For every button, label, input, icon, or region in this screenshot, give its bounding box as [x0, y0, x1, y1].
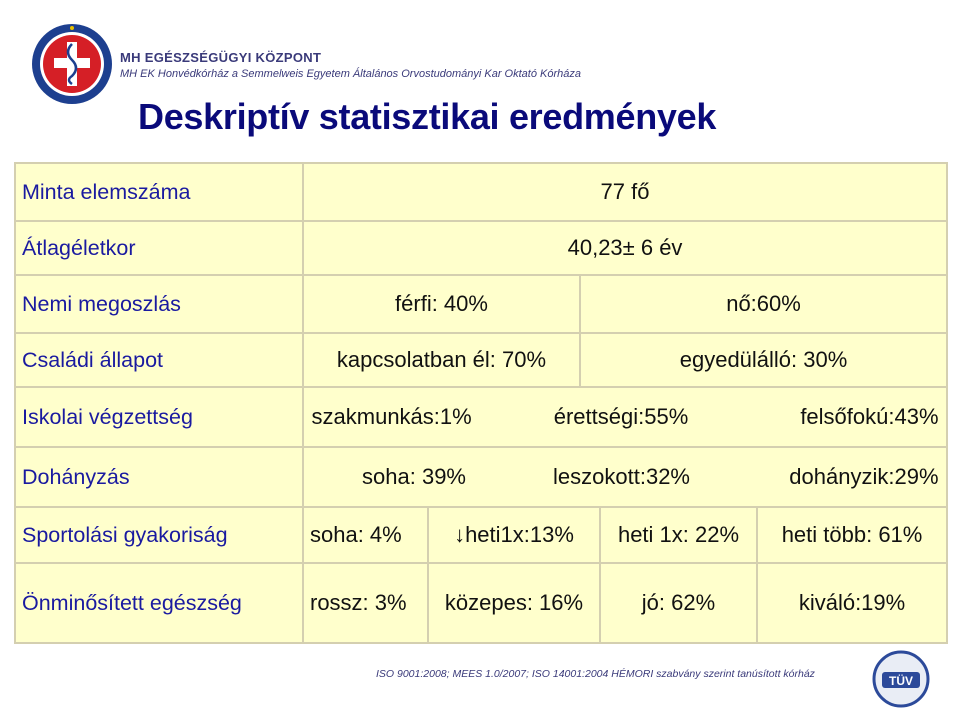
- health-good: jó: 62%: [600, 563, 757, 643]
- table-row-gender: [15, 275, 947, 333]
- row-label: Átlagéletkor: [15, 221, 303, 275]
- education-values: [303, 387, 947, 447]
- smoking-values: [303, 447, 947, 507]
- slide-title: Deskriptív statisztikai eredmények: [138, 96, 717, 137]
- table-row-marital-status: [15, 333, 947, 387]
- table-row-education: [15, 387, 947, 447]
- education-secondary: érettségi:55%: [553, 404, 689, 429]
- row-label: Minta elemszáma: [15, 163, 303, 221]
- table-row-self-rated-health: [15, 563, 947, 643]
- organization-name: MH EGÉSZSÉGÜGYI KÖZPONT: [120, 50, 322, 65]
- gender-female: nő:60%: [580, 275, 947, 333]
- marital-relationship: kapcsolatban él: 70%: [303, 333, 580, 387]
- mean-age-value: 40,23± 6 év: [303, 221, 947, 275]
- education-higher: felsőfokú:43%: [800, 404, 939, 429]
- health-poor: rossz: 3%: [303, 563, 428, 643]
- table-row-smoking: [15, 447, 947, 507]
- table-row-sample-size: [15, 163, 947, 221]
- table-row-mean-age: [15, 221, 947, 275]
- hospital-logo: [30, 22, 114, 106]
- health-excellent: kiváló:19%: [757, 563, 947, 643]
- row-label: Családi állapot: [15, 333, 303, 387]
- certification-footer: ISO 9001:2008; MEES 1.0/2007; ISO 14001:2004 HÉMORI szabvány szerint tanúsított kórház: [376, 668, 815, 680]
- smoking-quit: leszokott:32%: [553, 464, 690, 489]
- smoking-never: soha: 39%: [362, 464, 466, 489]
- sport-weekly-more: heti több: 61%: [757, 507, 947, 563]
- gender-male: férfi: 40%: [303, 275, 580, 333]
- row-label: Nemi megoszlás: [15, 275, 303, 333]
- sport-never: soha: 4%: [303, 507, 428, 563]
- row-label: Sportolási gyakoriság: [15, 507, 303, 563]
- row-label: Önminősített egészség: [15, 563, 303, 643]
- organization-subtitle: MH EK Honvédkórház a Semmelweis Egyetem Általános Orvostudományi Kar Oktató Kórháza: [120, 68, 581, 80]
- smoking-smokes: dohányzik:29%: [789, 464, 939, 489]
- education-vocational: szakmunkás:1%: [311, 404, 472, 429]
- table-row-sport: [15, 507, 947, 563]
- descriptive-stats-table: [14, 162, 948, 644]
- marital-single: egyedülálló: 30%: [580, 333, 947, 387]
- badge-text: TÜV: [889, 674, 913, 688]
- health-average: közepes: 16%: [428, 563, 600, 643]
- sport-weekly-once: heti 1x: 22%: [600, 507, 757, 563]
- tuv-badge-icon: [872, 650, 930, 708]
- row-label: Dohányzás: [15, 447, 303, 507]
- row-label: Iskolai végzettség: [15, 387, 303, 447]
- sample-size-value: 77 fő: [303, 163, 947, 221]
- sport-weekly-less: ↓heti1x:13%: [428, 507, 600, 563]
